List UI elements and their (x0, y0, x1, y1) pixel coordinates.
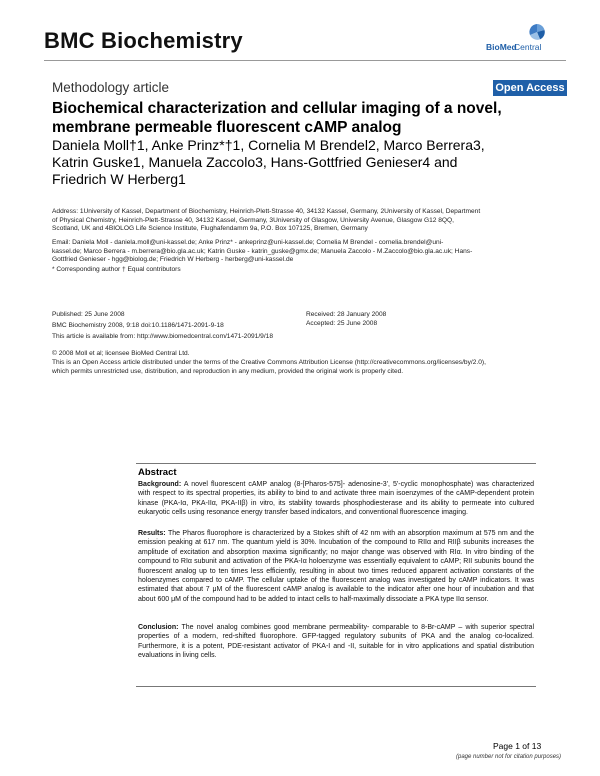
email-line[interactable]: Email: Daniela Moll - daniela.moll@uni-kassel.de; Anke Prinz* - ankeprinz@uni-kassel.de; Cornelia M Brendel - cornelia.brendel@uni- (52, 239, 444, 246)
affiliation-line: Scotland, UK and 4BIOLOG Life Science Institute, Flughafendamm 9a, P.O. Box 107125, Bremen, Germany (52, 225, 368, 233)
citation: BMC Biochemistry 2008, 9:18 doi:10.1186/1471-2091-9-18 (52, 322, 224, 329)
publisher-logo[interactable] (486, 23, 564, 53)
email-line[interactable]: Gottfried Genieser - hgg@biolog.de; Friedrich W Herberg - herberg@uni-kassel.de (52, 256, 294, 264)
journal-title: BMC Biochemistry (44, 28, 243, 53)
email-line[interactable]: kassel.de; Marco Berrera - m.berrera@bio.gla.ac.uk; Katrin Guske - katrin_guske@gmx.de; Manuela Zaccolo - M.Zaccolo@bio.gla.ac.uk; Hans- (52, 247, 473, 255)
logo-text-regular: Central (514, 42, 542, 52)
license-line[interactable]: This is an Open Access article distributed under the terms of the Creative Commons Attribution License (http://creativecommons.org/licenses/by/2.0), (52, 359, 486, 366)
logo-text-bold: BioMed (486, 42, 517, 52)
header-divider (44, 60, 566, 61)
published-date: Published: 25 June 2008 (52, 311, 125, 318)
affiliation-line: Address: 1University of Kassel, Department of Biochemistry, Heinrich-Plett-Strasse 40, 34132 Kassel, Germany, 2University of Kassel, Department (52, 208, 481, 215)
received-date: Received: 28 January 2008 (306, 311, 387, 318)
affiliations (52, 208, 562, 234)
author-emails (52, 239, 562, 265)
accepted-date: Accepted: 25 June 2008 (306, 320, 378, 327)
abstract-results (138, 529, 534, 604)
abstract-background (138, 480, 534, 518)
conclusion-label: Conclusion: (138, 624, 179, 631)
article-title: Biochemical characterization and cellular imaging of a novel, membrane permeable fluorescent cAMP analog (52, 100, 502, 136)
background-text: A novel fluorescent cAMP analog (8-[Pharos-575]- adenosine-3', 5'-cyclic monophosphate) was characterized with respect to its spectral properties, its ability to bind to and activate three main isoenzymes of the cAMP-dependent protein kinase (PKA-Iα, PKA-IIα, PKA-IIβ) in vitro, its stability towards phosphodiesterase and its ability to permeate into cultured eukaryotic cells using resonance energy transfer based indicators, and conventional fluorescence imaging. (138, 481, 534, 517)
author-line: Katrin Guske1, Manuela Zaccolo3, Hans-Gottfried Genieser4 and (52, 154, 458, 170)
corresponding-note: * Corresponding author † Equal contributors (52, 266, 181, 273)
affiliation-line: of Physical Chemistry, Heinrich-Plett-Strasse 40, 34132 Kassel, Germany, 3University of Glasgow, University Avenue, Glasgow G12 8QQ, (52, 216, 455, 224)
open-access-badge[interactable]: Open Access (493, 80, 567, 96)
conclusion-text: The novel analog combines good membrane permeability- comparable to 8-Br-cAMP – with superior spectral properties of a modern, red-shifted fluorophore. GFP-tagged regulatory subunits of PKA and the analog co-localized. Furthermore, it is a potent, PDE-resistant activator of PKA-I and -II, suitable for in vitro applications and spatial distribution evaluations in living cells. (138, 624, 534, 660)
copyright: © 2008 Moll et al; licensee BioMed Central Ltd. (52, 350, 190, 357)
license-line: which permits unrestricted use, distribution, and reproduction in any medium, provided the original work is properly cited. (52, 367, 404, 375)
author-line: Friedrich W Herberg1 (52, 171, 186, 187)
author-list (52, 137, 552, 188)
background-label: Background: (138, 481, 182, 488)
results-label: Results: (138, 530, 166, 537)
article-url[interactable]: This article is available from: http://www.biomedcentral.com/1471-2091/9/18 (52, 333, 273, 340)
author-line: Daniela Moll†1, Anke Prinz*†1, Cornelia M Brendel2, Marco Berrera3, (52, 137, 485, 153)
page-note: (page number not for citation purposes) (456, 754, 562, 760)
abstract-conclusion (138, 623, 534, 661)
license-text (52, 359, 562, 376)
abstract-heading: Abstract (138, 467, 177, 478)
article-type: Methodology article (52, 80, 170, 95)
page-number: Page 1 of 13 (493, 741, 542, 751)
biomed-logo-icon (528, 23, 546, 41)
results-text: The Pharos fluorophore is characterized by a Stokes shift of 42 nm with an absorption maximum at 575 nm and the emission peaking at 617 nm. The quantum yield is 30%. Incubation of the compound to RIIα and RIIβ subunits increases the amplitude of excitation and absorption maxima significantly; no major change was observed with RIα. In vitro binding of the compound to RIα subunit and activation of the PKA-Iα holoenzyme was essentially equivalent to cAMP; RII subunits bound the fluorescent analog up to ten times less efficiently, resulting in about two times reduced apparent activation constants of the holoenzymes compared to cAMP. The cellular uptake of the fluorescent analog was investigated by cAMP indicators. It was estimated that about 7 μM of the fluorescent cAMP analog is available to the indicator after one hour of incubation and that about 600 μM of the compound had to be added to intact cells to half-maximally dissociate a PKA type IIα sensor. (138, 530, 534, 603)
